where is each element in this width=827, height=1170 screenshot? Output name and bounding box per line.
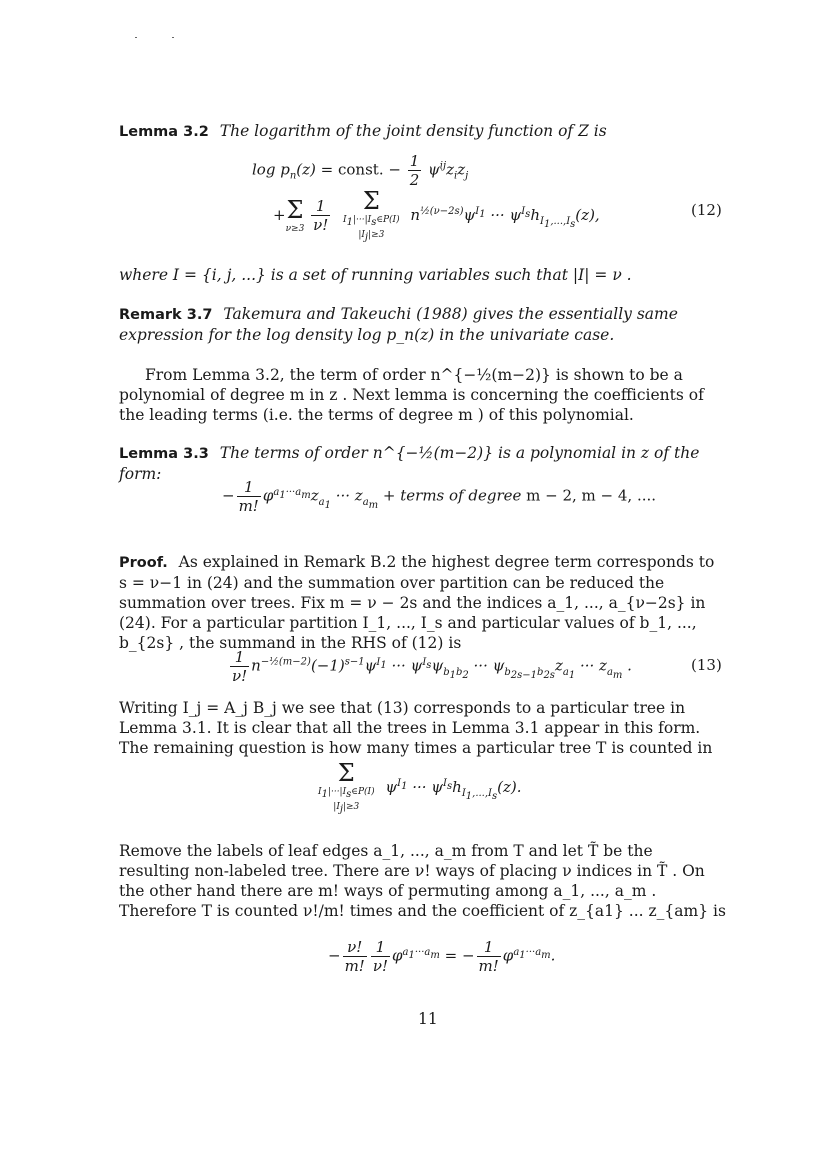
lemma-3-3-label: Lemma 3.3 [119, 446, 209, 462]
proof-label: Proof. [119, 555, 168, 571]
lemma-3-2-where: where I = {i, j, ...} is a set of running variables such that |I| = ν . [119, 266, 632, 284]
remark-3-7-label: Remark 3.7 [119, 307, 213, 323]
scan-speck [172, 37, 174, 38]
equation-13: $\frac{1}{\nu!}$ $n^{-\frac{1}{2}(m-2)}(-1)^{s-1}\psi^{I_1}$ ··· $\psi^{I_s}\psi_{b_1b_2}$ ··· $\psi_{b_{2s-1}b_{2s}}z_{a_1}$ ··· $z_{a_m}$ . [232, 648, 632, 685]
remark-3-7 [119, 304, 724, 345]
proof-paragraph-1 [119, 552, 726, 653]
proof-paragraph-3: Remove the labels of leaf edges a_1, ..., a_m from T and let T̃ be the resulting non-labeled tree. There are ν! ways of placing ν indices in T̃ . On the other hand there are m! ways of permuting among a_1, ..., a_m . Therefore T is counted ν!/m! times and the coefficient of z_{a1} ... z_{am} is [119, 842, 726, 920]
lemma-3-3-equation: − $\frac{1}{m!}$ $\varphi^{a_1\cdot\cdot\cdot a_m}z_{a_1}$ ··· $z_{a_m}$ + terms of degree m − 2, m − 4, .... [222, 478, 657, 515]
lemma-3-3-statement: The terms of order n^{−½(m−2)} is a polynomial in z of the form: [119, 444, 700, 483]
proof-paragraph-2: Writing I_j = A_j B_j we see that (13) corresponds to a particular tree in Lemma 3.1. It is clear that all the trees in Lemma 3.1 appear in this form. The remaining question is how many times a particular tree T is counted in [119, 699, 713, 757]
scan-speck [135, 37, 137, 38]
equation-number-12: (12) [691, 201, 722, 219]
page-number: 11 [418, 1010, 438, 1028]
equation-tree-sum: Σ $I_1|\cdot\cdot\cdot|I_s\in P(I)$ $|I_j|\ge 3$ $\psi^{I_1}$ ··· $\psi^{I_s}h_{I_1,...,I_s}(z)$. [318, 759, 522, 815]
equation-12-line1: $\log p_n(z)$ = const. − $\frac{1}{2}$ $\psi^{ij}z_iz_j$ [252, 152, 469, 189]
remark-3-7-text: Takemura and Takeuchi (1988) gives the essentially same expression for the log density log p_n(z) in the univariate case. [119, 305, 678, 344]
equation-final-coefficient: − $\frac{\nu!}{m!}$ $\frac{1}{\nu!}$ $\varphi^{a_1\cdot\cdot\cdot a_m}$ = − $\frac{1}{m!}$ $\varphi^{a_1\cdot\cdot\cdot a_m}$. [328, 938, 556, 975]
paragraph-lemma-intro: From Lemma 3.2, the term of order n^{−½(m−2)} is shown to be a polynomial of degree m in z . Next lemma is concerning the coefficients of the leading terms (i.e. the terms of degree m ) of this polynomial. [119, 366, 704, 424]
lemma-3-2 [119, 121, 719, 142]
equation-number-13: (13) [691, 656, 722, 674]
equation-12-line2: + Σ ν≥3 $\frac{1}{\nu!}$ Σ $I_1|\cdot\cdot\cdot|I_s\in P(I)$ $|I_j|\ge 3$ $n^{\frac{1}{2}(\nu-2s)}\psi^{I_1}$ ··· $\psi^{I_s}h_{I_1,...,I_s}(z)$, [273, 187, 600, 243]
lemma-3-2-label: Lemma 3.2 [119, 124, 209, 140]
lemma-3-2-statement: The logarithm of the joint density function of Z is [219, 122, 607, 140]
proof-text-1: As explained in Remark B.2 the highest degree term corresponds to s = ν−1 in (24) and the summation over partition can be reduced the summation over trees. Fix m = ν − 2s and the indices a_1, ..., a_{ν−2s} in (24). For a particular partition I_1, ..., I_s and particular values of b_1, ..., b_{2s} , the summand in the RHS of (12) is [119, 553, 715, 652]
